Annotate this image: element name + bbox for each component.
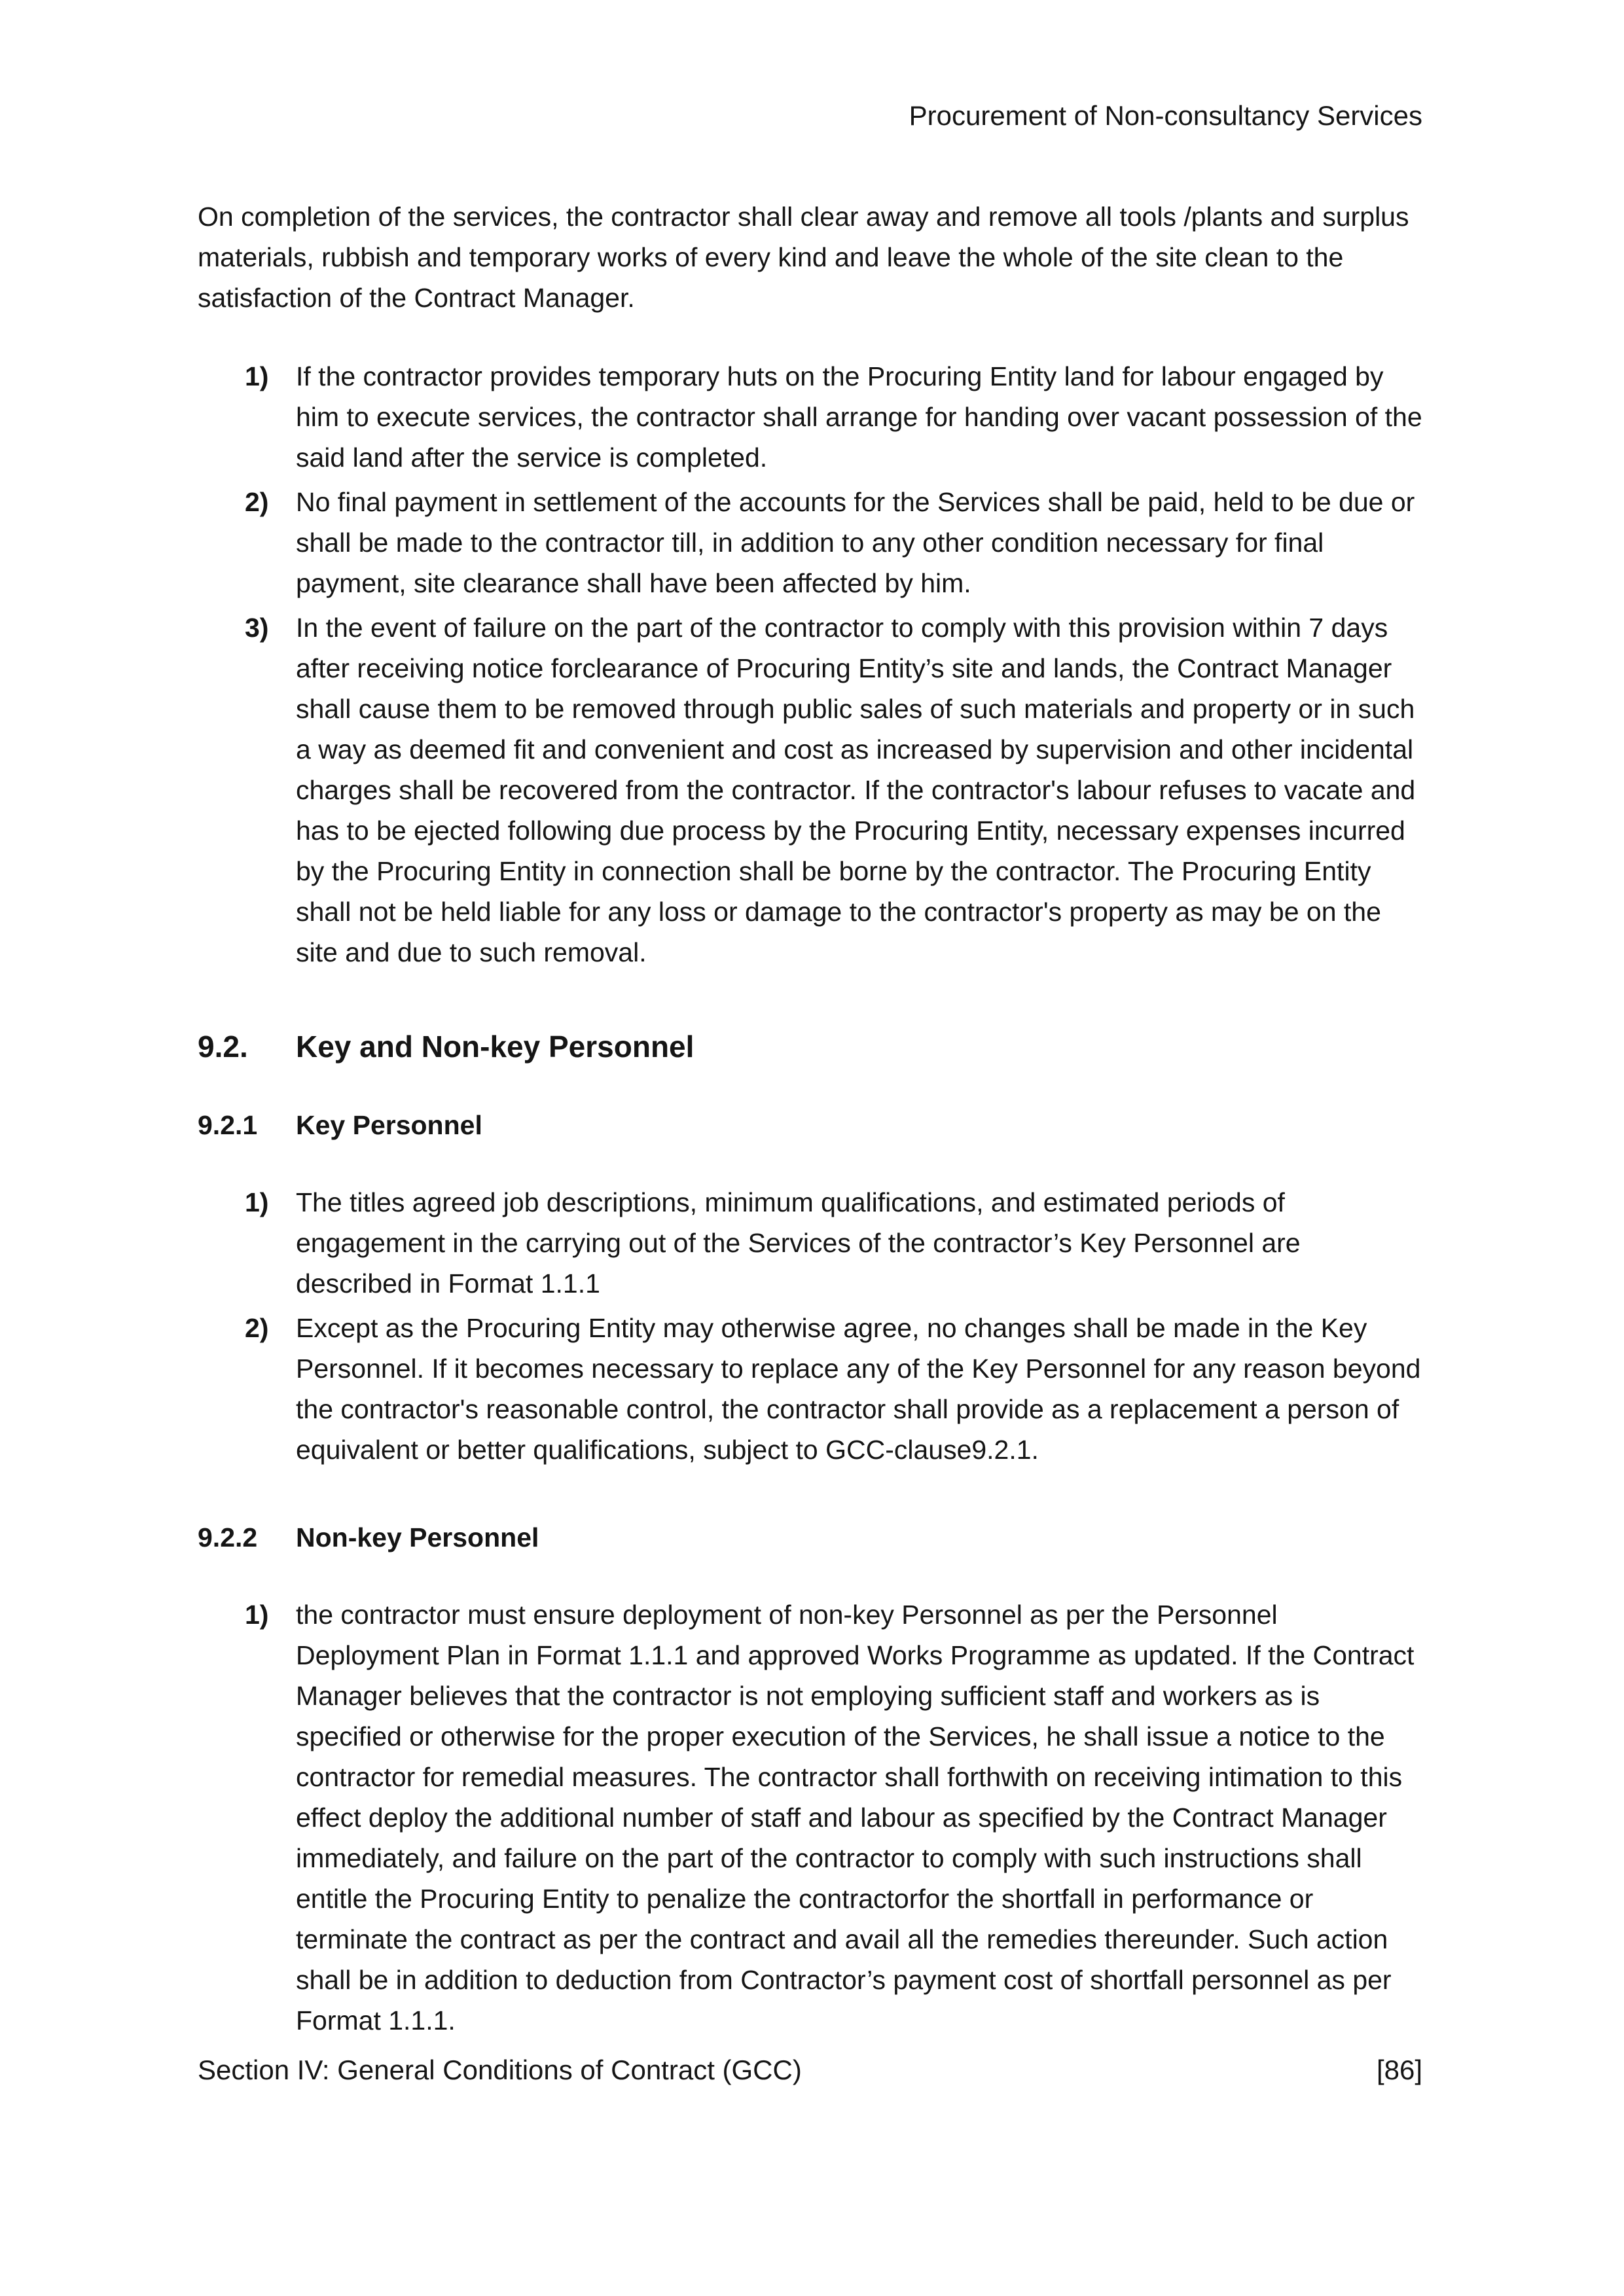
list-item <box>198 356 1422 478</box>
sub-heading-number: 9.2.1 <box>198 1110 258 1140</box>
footer-page-number: [86] <box>1376 2054 1422 2085</box>
list-item <box>198 1182 1422 1304</box>
page-footer <box>198 2054 1422 2087</box>
section-title: Key and Non-key Personnel <box>296 1030 695 1064</box>
header-title: Procurement of Non-consultancy Services <box>909 100 1422 131</box>
list-item-text: Except as the Procuring Entity may otherwise agree, no changes shall be made in the Key Personnel. If it becomes necessary to replace any of the Key Personnel for any reason beyond the contractor's reasonable control, the contractor shall provide as a replacement a person of equivalent or better qualifications, subject to GCC-clause9.2.1. <box>296 1313 1421 1465</box>
list-item-number: 1) <box>245 361 269 391</box>
list-item-number: 1) <box>245 1187 269 1217</box>
list-item-text: No final payment in settlement of the accounts for the Services shall be paid, held to be due or shall be made to the contractor till, in addition to any other condition necessary for final payment, site clearance shall have been affected by him. <box>296 487 1415 598</box>
list-item-number: 2) <box>245 1313 269 1343</box>
section-heading-9-2 <box>198 1026 1422 1067</box>
list-item <box>198 607 1422 973</box>
page-header <box>909 99 1422 132</box>
list-item <box>198 482 1422 603</box>
list-item-number: 2) <box>245 487 269 517</box>
list-item-text: In the event of failure on the part of the contractor to comply with this provision within 7 days after receiving notice forclearance of Procuring Entity’s site and lands, the Contract Manager shall cause them to be removed through public sales of such materials and property or in such a way as deemed fit and convenient and cost as increased by supervision and other incidental charges shall be recovered from the contractor. If the contractor's labour refuses to vacate and has to be ejected following due process by the Procuring Entity, necessary expenses incurred by the Procuring Entity in connection shall be borne by the contractor. The Procuring Entity shall not be held liable for any loss or damage to the contractor's property as may be on the site and due to such removal. <box>296 613 1416 967</box>
sub-heading-9-2-1 <box>198 1105 1422 1145</box>
key-personnel-list <box>198 1182 1422 1470</box>
list-item <box>198 1594 1422 2041</box>
list-item-number: 3) <box>245 613 269 643</box>
sub-heading-title: Non-key Personnel <box>296 1522 539 1552</box>
document-content <box>198 196 1422 2045</box>
site-clearance-list <box>198 356 1422 973</box>
section-number: 9.2. <box>198 1030 248 1064</box>
sub-heading-9-2-2 <box>198 1517 1422 1558</box>
sub-heading-title: Key Personnel <box>296 1110 482 1140</box>
list-item <box>198 1308 1422 1470</box>
footer-section-label: Section IV: General Conditions of Contract (GCC) <box>198 2054 802 2085</box>
non-key-personnel-list <box>198 1594 1422 2041</box>
sub-heading-number: 9.2.2 <box>198 1522 258 1552</box>
list-item-text: If the contractor provides temporary huts on the Procuring Entity land for labour engaged by him to execute services, the contractor shall arrange for handing over vacant possession of the said land after the service is completed. <box>296 361 1422 473</box>
intro-paragraph: On completion of the services, the contractor shall clear away and remove all tools /plants and surplus materials, rubbish and temporary works of every kind and leave the whole of the site clean to the satisfaction of the Contract Manager. <box>198 202 1409 313</box>
list-item-number: 1) <box>245 1600 269 1630</box>
list-item-text: the contractor must ensure deployment of non-key Personnel as per the Personnel Deployment Plan in Format 1.1.1 and approved Works Programme as updated. If the Contract Manager believes that the contractor is not employing sufficient staff and workers as is specified or otherwise for the proper execution of the Services, he shall issue a notice to the contractor for remedial measures. The contractor shall forthwith on receiving intimation to this effect deploy the additional number of staff and labour as specified by the Contract Manager immediately, and failure on the part of the contractor to comply with such instructions shall entitle the Procuring Entity to penalize the contractorfor the shortfall in performance or terminate the contract as per the contract and avail all the remedies thereunder. Such action shall be in addition to deduction from Contractor’s payment cost of shortfall personnel as per Format 1.1.1. <box>296 1600 1415 2036</box>
list-item-text: The titles agreed job descriptions, minimum qualifications, and estimated periods of engagement in the carrying out of the Services of the contractor’s Key Personnel are described in Format 1.1.1 <box>296 1187 1301 1299</box>
